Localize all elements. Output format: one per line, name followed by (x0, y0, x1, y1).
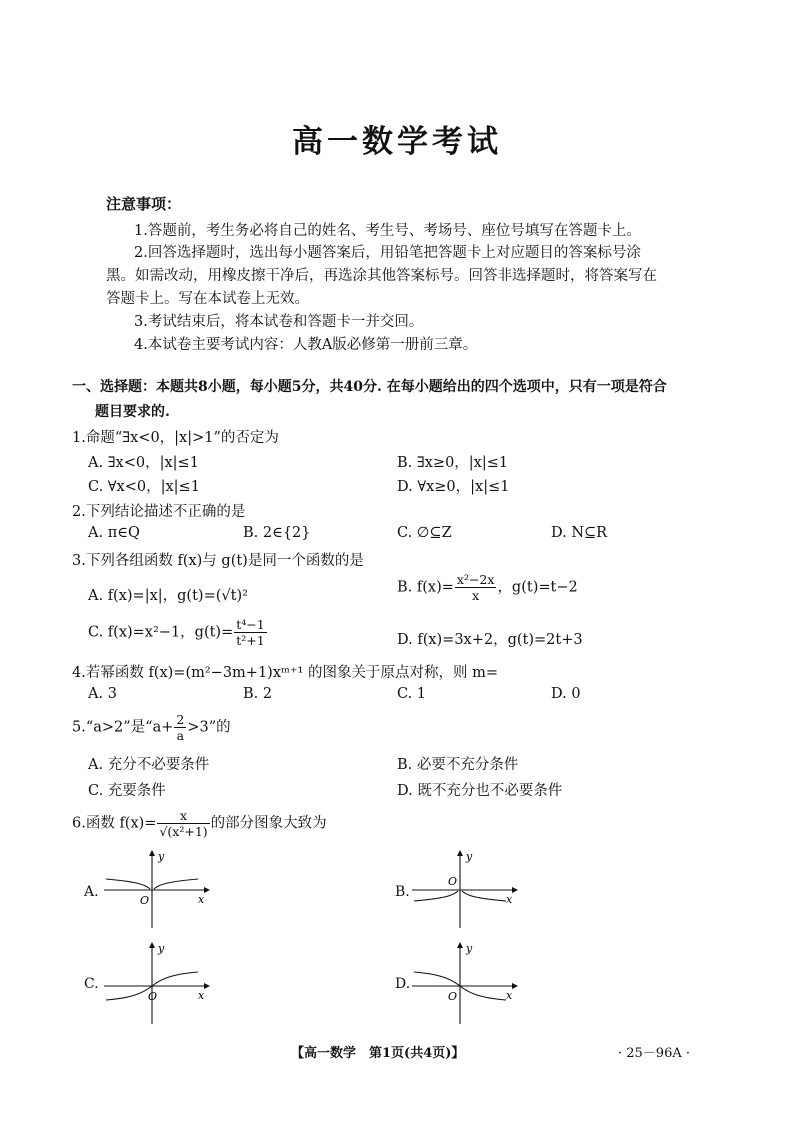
q2-option-c: C. ∅⊆Z (397, 525, 452, 541)
q6-graph-a-origin: O (140, 894, 150, 907)
footer-code: · 25－96A · (618, 1046, 691, 1061)
q6-label-d: D. (395, 976, 411, 992)
q4-option-b: B. 2 (243, 686, 273, 702)
q5-stem-pre: 5.“a>2”是“a+ (72, 719, 174, 736)
q6-graph-a-x-label: x (198, 893, 205, 906)
q6-graph-d-origin: O (448, 990, 458, 1003)
q6-graph-a (100, 848, 220, 930)
q6-stem-pre: 6.函数 f(x)= (72, 815, 157, 832)
q5-stem-denominator: a (176, 728, 185, 743)
section-heading-cont: 题目要求的. (95, 404, 170, 420)
q3-option-b-fraction (455, 572, 497, 603)
q6-stem-fraction (157, 808, 209, 839)
q3-option-c-numerator: t⁴−1 (236, 617, 265, 632)
q5-option-d: D. 既不充分也不必要条件 (397, 783, 563, 799)
q6-label-b: B. (395, 884, 410, 900)
q3-option-b-pre: B. f(x)= (397, 579, 454, 596)
q5-stem-numerator: 2 (176, 712, 185, 727)
q5-stem-post: >3”的 (187, 719, 231, 736)
q5-option-b: B. 必要不充分条件 (397, 757, 519, 773)
q4-option-a: A. 3 (88, 686, 117, 702)
notice-item-3: 3.考试结束后，将本试卷和答题卡一并交回。 (134, 314, 424, 330)
q3-option-d: D. f(x)=3x+2，g(t)=2t+3 (397, 632, 583, 648)
q5-stem-fraction (174, 712, 186, 743)
q3-option-c-denominator: t²+1 (236, 633, 265, 648)
q5-option-a: A. 充分不必要条件 (88, 757, 210, 773)
q4-option-c: C. 1 (397, 686, 427, 702)
notice-item-1: 1.答题前，考生务必将自己的姓名、考生号、考场号、座位号填写在答题卡上。 (134, 223, 641, 239)
q6-graph-c-y-label: y (158, 942, 165, 955)
q6-stem-numerator: x (157, 808, 209, 824)
q4-option-d: D. 0 (551, 686, 581, 702)
section-heading: 一、选择题：本题共8小题，每小题5分，共40分. 在每小题给出的四个选项中，只有一项是符合 (72, 379, 667, 395)
q6-graph-b-x-label: x (506, 893, 513, 906)
q5-stem (72, 712, 231, 743)
q4-stem: 4.若幂函数 f(x)=(m²−3m+1)xᵐ⁺¹ 的图象关于原点对称，则 m= (72, 665, 498, 681)
q3-option-c-pre: C. f(x)=x²−1，g(t)= (88, 624, 234, 641)
q6-graph-d-x-label: x (506, 989, 513, 1002)
q2-option-d: D. N⊆R (551, 525, 608, 541)
q3-option-a: A. f(x)=|x|，g(t)=(√t)² (88, 588, 248, 604)
q1-option-d: D. ∀x≥0，|x|≤1 (397, 479, 510, 495)
q6-graph-b-y-label: y (466, 850, 473, 863)
q6-stem-post: 的部分图象大致为 (210, 815, 327, 832)
notice-heading: 注意事项： (106, 195, 182, 213)
q6-graph-c (100, 940, 220, 1026)
footer-page-info: 【高一数学 第1页(共4页)】 (291, 1046, 465, 1061)
q1-option-c: C. ∀x<0，|x|≤1 (88, 479, 200, 495)
q2-option-a: A. π∈Q (88, 525, 140, 541)
q3-option-b (397, 572, 578, 603)
notice-item-2-end: 答题卡上。写在本试卷上无效。 (106, 291, 309, 307)
q6-graph-b-origin: O (448, 875, 458, 888)
q3-stem: 3.下列各组函数 f(x)与 g(t)是同一个函数的是 (72, 553, 364, 569)
q6-graph-d (408, 940, 528, 1026)
q6-graph-d-y-label: y (466, 942, 473, 955)
q1-option-a: A. ∃x<0，|x|≤1 (88, 455, 199, 471)
q6-graph-c-x-label: x (198, 989, 205, 1002)
q6-graph-a-y-label: y (158, 850, 165, 863)
notice-item-2-cont: 黑。如需改动，用橡皮擦干净后，再选涂其他答案标号。回答非选择题时，将答案写在 (106, 268, 657, 284)
q3-option-b-numerator: x²−2x (456, 572, 495, 587)
q5-option-c: C. 充要条件 (88, 783, 166, 799)
q1-option-b: B. ∃x≥0，|x|≤1 (397, 455, 509, 471)
q6-graph-b (408, 848, 528, 930)
q6-label-a: A. (84, 884, 99, 900)
q6-stem-denominator: √(x²+1) (159, 824, 208, 839)
q1-stem: 1.命题“∃x<0，|x|>1”的否定为 (72, 430, 279, 446)
notice-item-2: 2.回答选择题时，选出每小题答案后，用铅笔把答题卡上对应题目的答案标号涂 (134, 245, 641, 261)
notice-item-4: 4.本试卷主要考试内容：人教A版必修第一册前三章。 (134, 337, 478, 353)
q2-stem: 2.下列结论描述不正确的是 (72, 504, 246, 520)
q3-option-b-post: ，g(t)=t−2 (497, 579, 578, 596)
q3-option-b-denominator: x (472, 588, 480, 603)
q6-stem (72, 808, 327, 839)
q3-option-c (88, 617, 268, 648)
q2-option-b: B. 2∈{2} (243, 525, 311, 541)
q6-label-c: C. (84, 976, 99, 992)
q6-graph-c-origin: O (148, 990, 158, 1003)
exam-title: 高一数学考试 (292, 124, 502, 160)
q3-option-c-fraction (234, 617, 266, 648)
